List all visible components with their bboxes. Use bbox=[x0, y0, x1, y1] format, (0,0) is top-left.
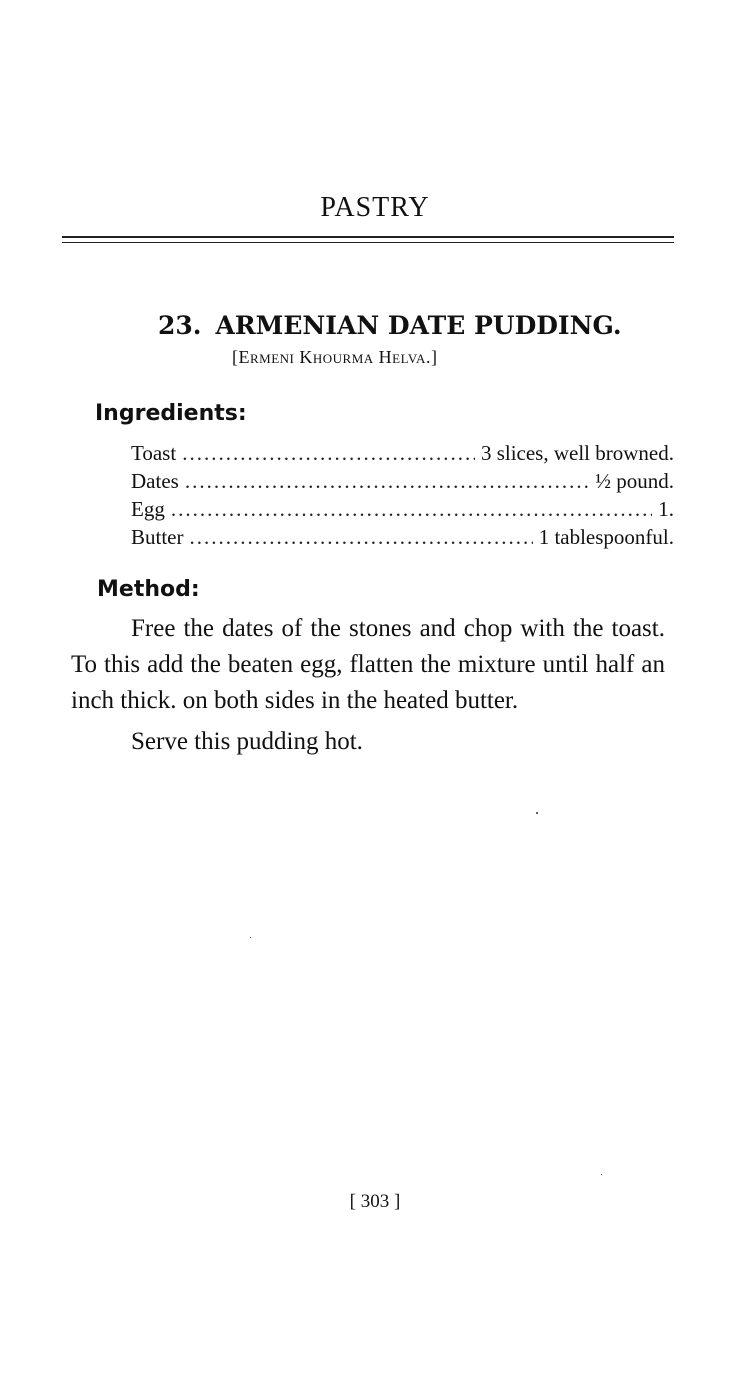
method-text bbox=[71, 611, 665, 760]
print-speck bbox=[601, 1174, 602, 1175]
ingredient-row bbox=[131, 525, 674, 553]
page-number: [ 303 ] bbox=[349, 1191, 401, 1212]
ingredient-quantity: 1. bbox=[658, 497, 674, 521]
ingredient-quantity: 1 tablespoonful. bbox=[538, 525, 674, 549]
ingredient-name: Butter bbox=[131, 525, 184, 549]
leader-dots bbox=[171, 497, 652, 522]
header-rule-thin bbox=[62, 242, 674, 243]
recipe-number: 23. bbox=[158, 311, 202, 340]
recipe-title bbox=[158, 311, 622, 340]
ingredient-name: Dates bbox=[131, 469, 179, 493]
ingredient-row bbox=[131, 441, 674, 469]
method-heading: Method: bbox=[97, 577, 200, 602]
method-paragraph: Free the dates of the stones and chop with the toast. To this add the beaten egg, flatten the mixture until half an inch thick. on both sides in the heated butter. bbox=[71, 615, 665, 714]
method-paragraph: Serve this pudding hot. bbox=[131, 728, 363, 755]
leader-dots bbox=[190, 525, 533, 550]
header-rule-thick bbox=[62, 236, 674, 238]
ingredient-row bbox=[131, 469, 674, 497]
recipe-subtitle: [Ermeni Khourma Helva.] bbox=[232, 347, 438, 367]
leader-dots bbox=[182, 441, 475, 466]
ingredients-list bbox=[131, 441, 674, 553]
ingredient-quantity: 3 slices, well browned. bbox=[480, 441, 674, 465]
ingredient-quantity: ½ pound. bbox=[595, 469, 674, 493]
ingredient-name: Toast bbox=[131, 441, 177, 465]
ingredient-row bbox=[131, 497, 674, 525]
print-speck bbox=[250, 937, 251, 938]
ingredient-name: Egg bbox=[131, 497, 165, 521]
leader-dots bbox=[185, 469, 589, 494]
recipe-name: ARMENIAN DATE PUDDING. bbox=[215, 311, 622, 340]
print-speck bbox=[536, 812, 538, 814]
running-head: PASTRY bbox=[320, 192, 430, 223]
ingredients-heading: Ingredients: bbox=[95, 401, 247, 426]
